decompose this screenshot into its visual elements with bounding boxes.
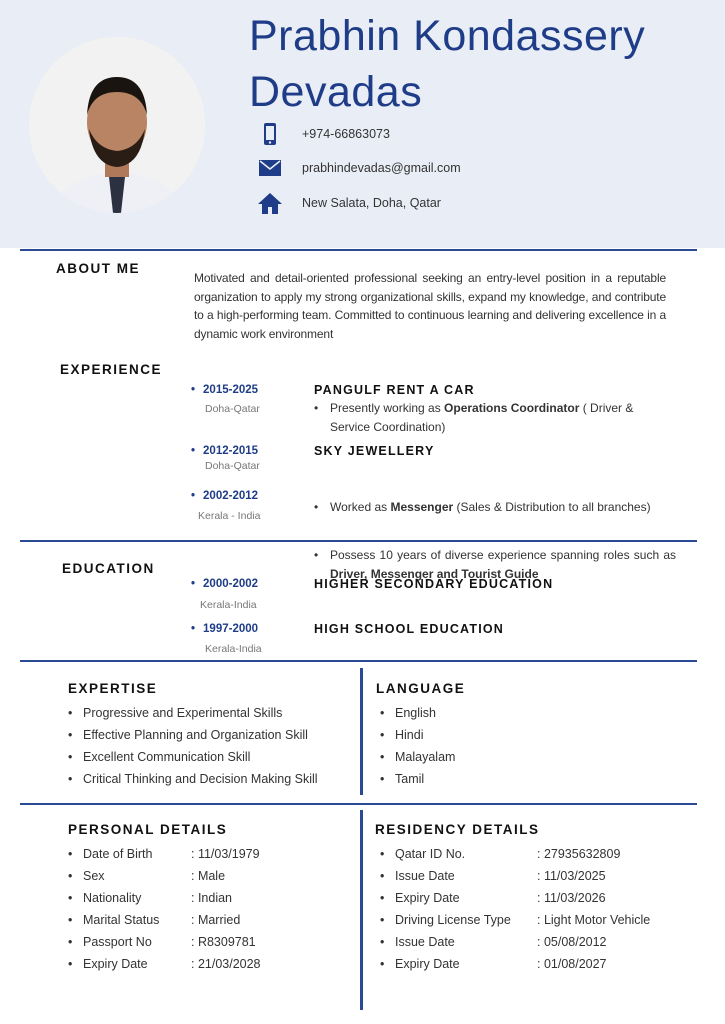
name-line1: Prabhin Kondassery: [249, 12, 646, 60]
detail-row: • Expiry Date : 21/03/2028: [68, 953, 353, 975]
profile-photo: [29, 37, 205, 213]
phone-icon: [258, 122, 282, 146]
personal-list: [68, 843, 353, 975]
about-heading: ABOUT ME: [56, 261, 140, 276]
exp-location: Doha-Qatar: [205, 403, 260, 415]
exp-company: SKY JEWELLERY: [314, 444, 435, 458]
expertise-heading: EXPERTISE: [68, 681, 158, 696]
detail-row: • Expiry Date : 01/08/2027: [380, 953, 720, 975]
divider: [20, 660, 697, 662]
detail-row: • Issue Date : 05/08/2012: [380, 931, 720, 953]
full-name: [249, 8, 645, 120]
edu-date: • 2000-2002: [191, 578, 258, 591]
column-divider: [360, 668, 363, 795]
language-list: [380, 702, 455, 790]
divider: [20, 803, 697, 805]
list-item: • Malayalam: [380, 746, 455, 768]
divider: [20, 249, 697, 251]
exp-date: • 2015-2025: [191, 384, 258, 397]
list-item: • Excellent Communication Skill: [68, 746, 318, 768]
detail-row: • Passport No : R8309781: [68, 931, 353, 953]
email-row: [258, 160, 461, 176]
detail-row: • Driving License Type : Light Motor Vehicle: [380, 909, 720, 931]
residency-heading: RESIDENCY DETAILS: [375, 822, 540, 837]
experience-heading: EXPERIENCE: [60, 362, 163, 377]
residency-list: [380, 843, 720, 975]
exp-location: Kerala - India: [198, 510, 261, 522]
exp-company: PANGULF RENT A CAR: [314, 383, 475, 397]
address-text: New Salata, Doha, Qatar: [302, 196, 441, 210]
detail-row: • Qatar ID No. : 27935632809: [380, 843, 720, 865]
column-divider: [360, 810, 363, 1010]
exp-date: • 2002-2012: [191, 490, 258, 503]
edu-degree: HIGHER SECONDARY EDUCATION: [314, 577, 554, 591]
personal-heading: PERSONAL DETAILS: [68, 822, 228, 837]
list-item: • Critical Thinking and Decision Making Skill: [68, 768, 318, 790]
envelope-icon: [258, 160, 282, 176]
list-item: • English: [380, 702, 455, 724]
expertise-list: [68, 702, 318, 790]
name-line2: Devadas: [249, 68, 423, 116]
home-icon: [258, 192, 282, 214]
exp-description: • Presently working as Operations Coordinator ( Driver & Service Coordination): [314, 399, 676, 437]
list-item: • Hindi: [380, 724, 455, 746]
list-item: • Tamil: [380, 768, 455, 790]
divider: [20, 540, 697, 542]
phone-text: +974-66863073: [302, 127, 390, 141]
detail-row: • Issue Date : 11/03/2025: [380, 865, 720, 887]
edu-degree: HIGH SCHOOL EDUCATION: [314, 622, 505, 636]
edu-location: Kerala-India: [200, 599, 257, 611]
list-item: • Progressive and Experimental Skills: [68, 702, 318, 724]
about-text: Motivated and detail-oriented professional seeking an entry-level position in a reputable organization to apply my strong organizational skills, expand my knowledge, and contribute to a high-performing team. Committed to continuous learning and delivering excellence in a dynamic work environment: [194, 271, 666, 341]
language-heading: LANGUAGE: [376, 681, 466, 696]
exp-location: Doha-Qatar: [205, 460, 260, 472]
detail-row: • Expiry Date : 11/03/2026: [380, 887, 720, 909]
detail-row: • Date of Birth : 11/03/1979: [68, 843, 353, 865]
edu-date: • 1997-2000: [191, 623, 258, 636]
exp-description: • Worked as Messenger (Sales & Distribution to all branches): [314, 498, 725, 517]
exp-description: • Possess 10 years of diverse experience spanning roles such as Driver, Messenger and Tourist Guide: [314, 546, 676, 584]
detail-row: • Marital Status : Married: [68, 909, 353, 931]
email-text: prabhindevadas@gmail.com: [302, 161, 461, 175]
detail-row: • Sex : Male: [68, 865, 353, 887]
edu-location: Kerala-India: [205, 643, 262, 655]
exp-date: • 2012-2015: [191, 445, 258, 458]
list-item: • Effective Planning and Organization Skill: [68, 724, 318, 746]
phone-row: [258, 122, 390, 146]
detail-row: • Nationality : Indian: [68, 887, 353, 909]
address-row: [258, 192, 441, 214]
education-heading: EDUCATION: [62, 561, 155, 576]
